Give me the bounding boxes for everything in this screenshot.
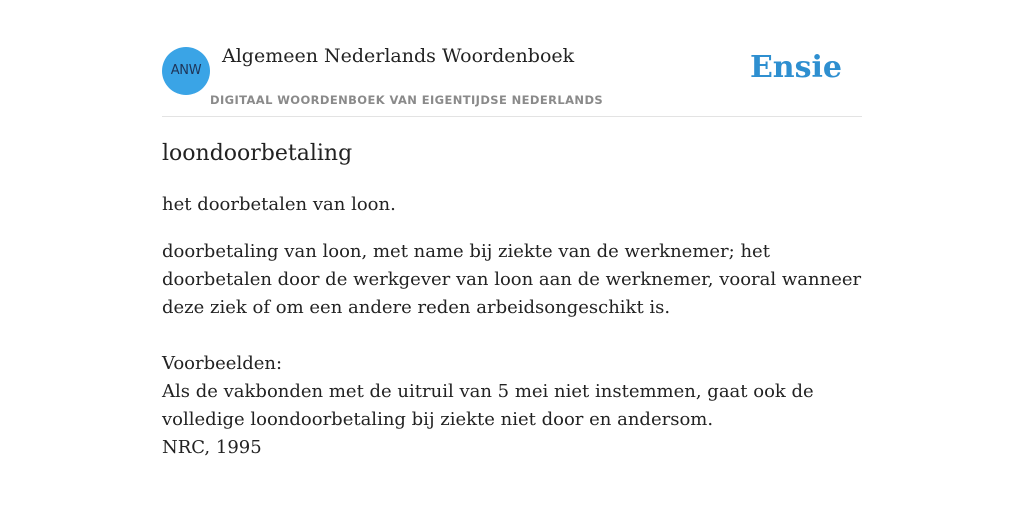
site-subtitle: DIGITAAL WOORDENBOEK VAN EIGENTIJDSE NEDERLANDS [210, 93, 604, 107]
short-definition: het doorbetalen van loon. [162, 194, 396, 215]
long-definition: doorbetaling van loon, met name bij ziekte van de werknemer; het doorbetalen door de werkgever van loon aan de werknemer, vooral wanneer deze ziek of om een andere reden arbeidsongeschikt is. [162, 241, 862, 318]
entry-content [162, 138, 862, 462]
site-title[interactable]: Algemeen Nederlands Woordenboek [222, 45, 575, 67]
examples-label: Voorbeelden: [162, 353, 283, 374]
example-sentence: Als de vakbonden met de uitruil van 5 mei niet instemmen, gaat ook de volledige loondoorbetaling bij ziekte niet door en andersom. [162, 381, 814, 430]
anw-logo[interactable]: ANW [162, 47, 210, 95]
example-source: NRC, 1995 [162, 437, 262, 458]
site-header [162, 40, 862, 117]
ensie-brand-link[interactable]: Ensie [749, 50, 842, 85]
paragraph-spacer [162, 322, 862, 350]
entry-headword: loondoorbetaling [162, 141, 353, 166]
